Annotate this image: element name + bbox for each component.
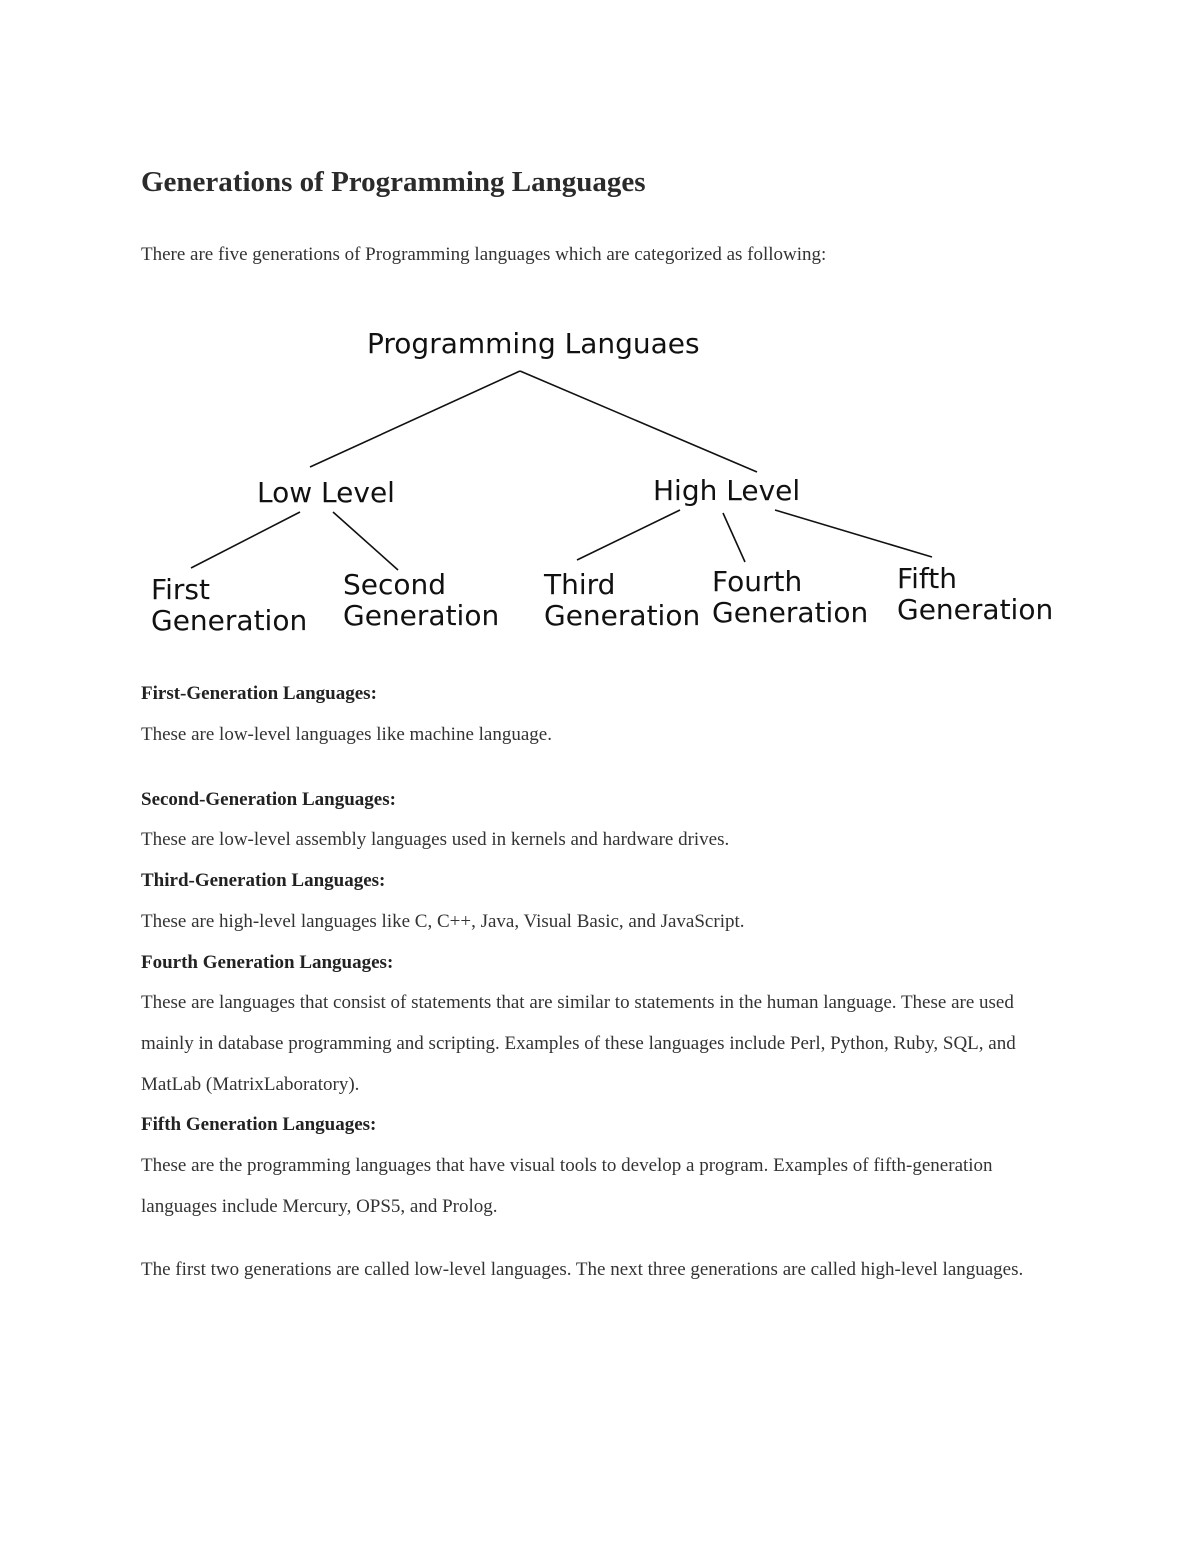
node-second-line1: Second — [343, 568, 447, 601]
node-fifth-generation — [897, 562, 1053, 626]
node-second-generation — [343, 568, 499, 632]
page-title: Generations of Programming Languages — [141, 166, 646, 198]
fifth-generation-heading: Fifth Generation Languages: — [141, 1114, 377, 1135]
node-fourth-generation — [712, 565, 868, 629]
edge-root-high — [520, 371, 757, 472]
node-fifth-line2: Generation — [897, 593, 1054, 626]
edge-high-fourth — [723, 513, 745, 562]
second-generation-text: These are low-level assembly languages used in kernels and hardware drives. — [141, 829, 730, 850]
edge-low-second — [333, 512, 398, 570]
node-fourth-line1: Fourth — [712, 565, 803, 598]
node-third-line2: Generation — [544, 599, 701, 632]
node-fifth-line1: Fifth — [897, 562, 957, 595]
fifth-generation-text: These are the programming languages that have visual tools to develop a program. Examples of fifth-generation languages include Mercury, OPS5, and Prolog. — [141, 1155, 993, 1217]
edge-low-first — [191, 512, 300, 568]
edge-high-fifth — [775, 510, 932, 557]
intro-paragraph: There are five generations of Programming languages which are categorized as following: — [141, 244, 827, 265]
node-third-line1: Third — [544, 568, 616, 601]
edge-high-third — [577, 510, 680, 560]
edge-root-low — [310, 371, 520, 467]
third-generation-heading: Third-Generation Languages: — [141, 870, 386, 891]
conclusion-paragraph: The first two generations are called low-level languages. The next three generations are called high-level languages. — [141, 1259, 1024, 1280]
first-generation-heading: First-Generation Languages: — [141, 683, 377, 704]
node-first-line2: Generation — [151, 604, 308, 637]
fourth-generation-text: These are languages that consist of statements that are similar to statements in the human language. These are used mainly in database programming and scripting. Examples of these languages include Perl, Python, Ruby, SQL, and MatLab (MatrixLaboratory). — [141, 992, 1016, 1095]
generations-tree-diagram — [0, 0, 1200, 660]
node-first-generation — [151, 573, 307, 637]
fourth-generation-heading: Fourth Generation Languages: — [141, 952, 394, 973]
first-generation-text: These are low-level languages like machine language. — [141, 724, 552, 745]
node-fourth-line2: Generation — [712, 596, 869, 629]
diagram-low-level-label: Low Level — [257, 476, 395, 509]
node-third-generation — [543, 568, 700, 632]
third-generation-text: These are high-level languages like C, C++, Java, Visual Basic, and JavaScript. — [141, 911, 745, 932]
diagram-root-label: Programming Languaes — [367, 327, 700, 360]
second-generation-heading: Second-Generation Languages: — [141, 789, 396, 810]
node-first-line1: First — [151, 573, 210, 606]
node-second-line2: Generation — [343, 599, 500, 632]
diagram-high-level-label: High Level — [653, 474, 801, 507]
